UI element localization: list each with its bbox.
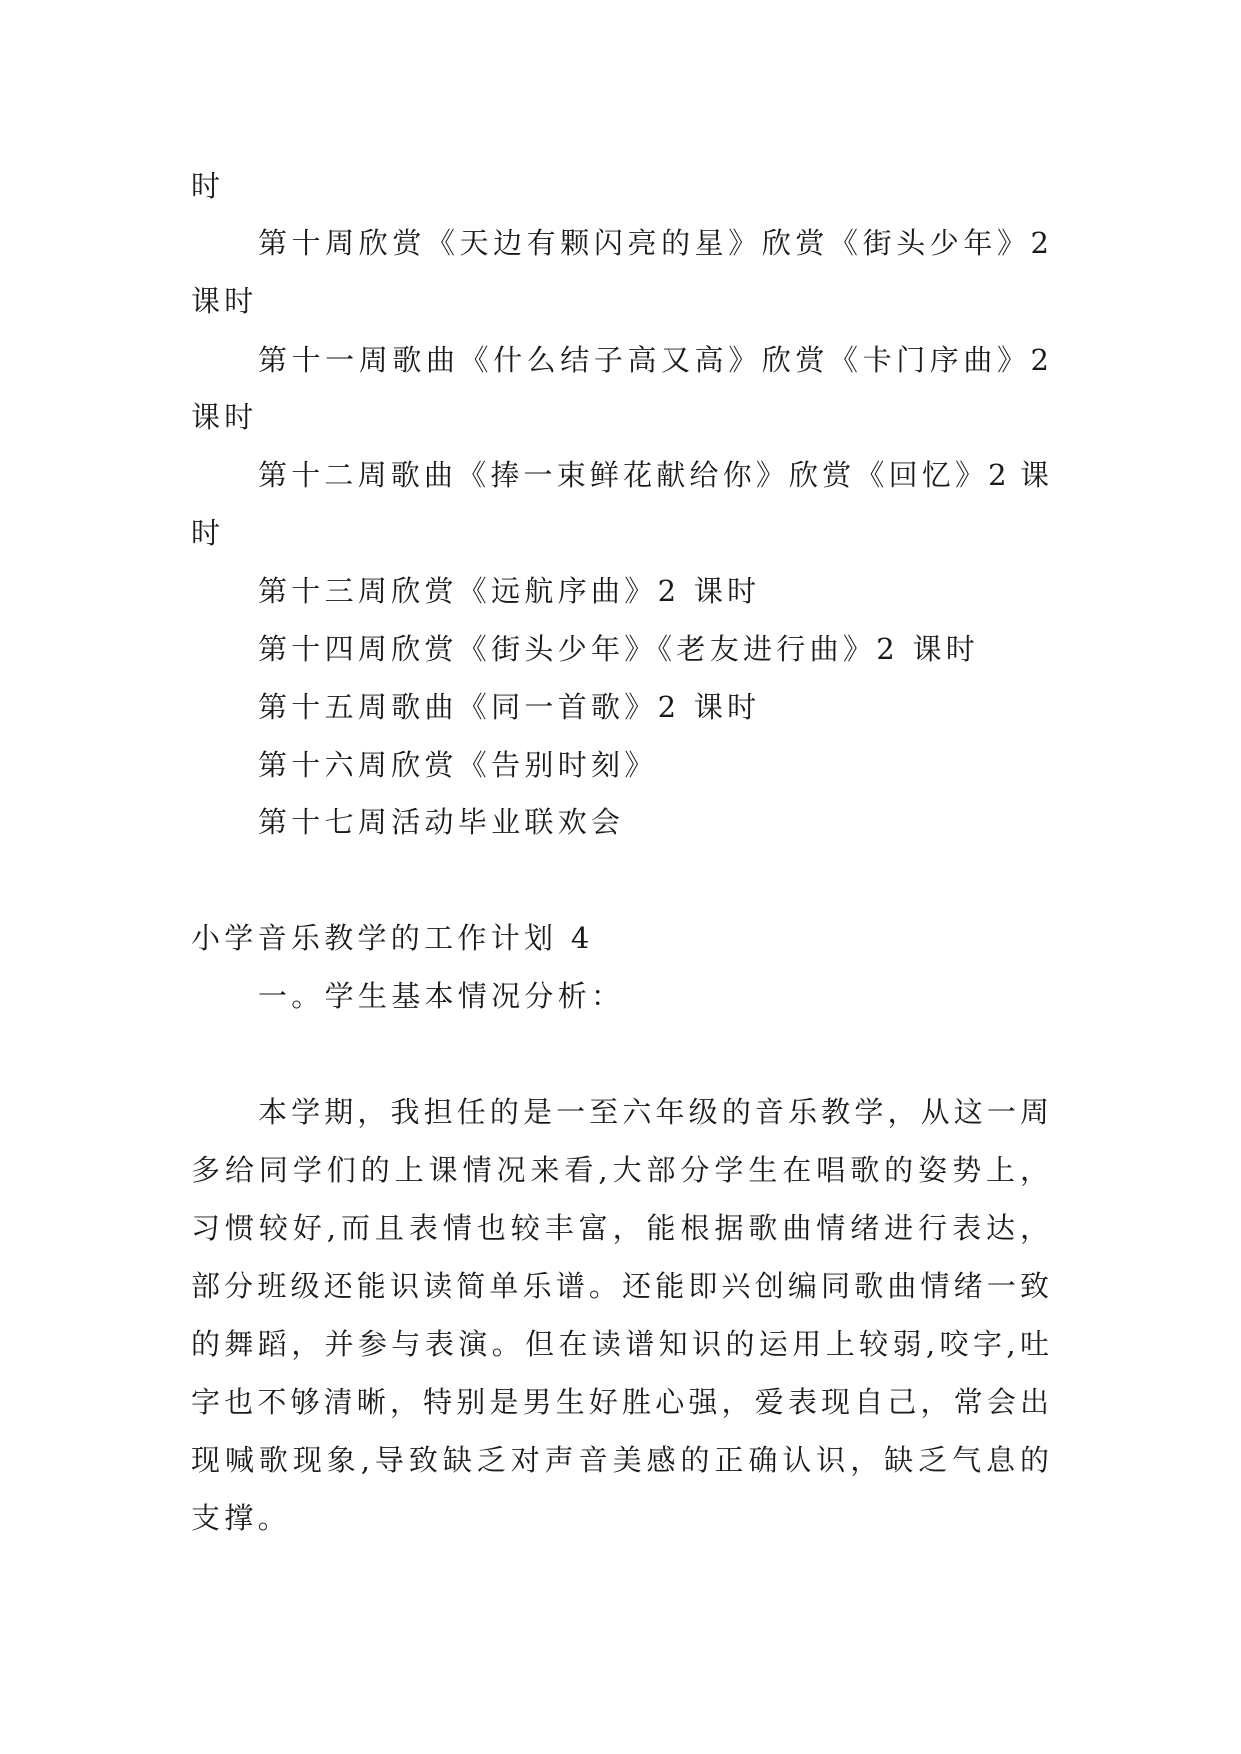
paragraph-line: 字也不够清晰，特别是男生好胜心强，爱表现自己，常会出 — [191, 1385, 1049, 1419]
paragraph-line: 多给同学们的上课情况来看,大部分学生在唱歌的姿势上， — [191, 1153, 1049, 1187]
paragraph-line: 现喊歌现象,导致缺乏对声音美感的正确认识，缺乏气息的 — [191, 1443, 1049, 1477]
continuation-line: 时 — [191, 169, 225, 203]
week-14-line: 第十四周欣赏《街头少年》《老友进行曲》2 课时 — [258, 632, 980, 666]
week-12-line-2: 时 — [191, 516, 225, 550]
section-title: 小学音乐教学的工作计划 4 — [191, 921, 594, 955]
week-10-line-1: 第十周欣赏《天边有颗闪亮的星》欣赏《街头少年》2 — [258, 226, 1049, 260]
paragraph-line: 本学期，我担任的是一至六年级的音乐教学，从这一周 — [258, 1095, 1049, 1129]
paragraph-line: 习惯较好,而且表情也较丰富，能根据歌曲情绪进行表达， — [191, 1211, 1049, 1245]
paragraph-line: 部分班级还能识读简单乐谱。还能即兴创编同歌曲情绪一致 — [191, 1269, 1049, 1303]
week-11-line-1: 第十一周歌曲《什么结子高又高》欣赏《卡门序曲》2 — [258, 343, 1049, 377]
week-17-line: 第十七周活动毕业联欢会 — [258, 805, 625, 839]
week-13-line: 第十三周欣赏《远航序曲》2 课时 — [258, 574, 761, 608]
paragraph-line: 的舞蹈，并参与表演。但在读谱知识的运用上较弱,咬字,吐 — [191, 1327, 1049, 1361]
week-15-line: 第十五周歌曲《同一首歌》2 课时 — [258, 690, 761, 724]
week-16-line: 第十六周欣赏《告别时刻》 — [258, 748, 658, 782]
section-subheading: 一。学生基本情况分析： — [258, 979, 625, 1013]
week-12-line-1: 第十二周歌曲《捧一束鲜花献给你》欣赏《回忆》2 课 — [258, 458, 1049, 492]
paragraph-line: 支撑。 — [191, 1501, 291, 1535]
week-10-line-2: 课时 — [191, 284, 258, 318]
week-11-line-2: 课时 — [191, 400, 258, 434]
